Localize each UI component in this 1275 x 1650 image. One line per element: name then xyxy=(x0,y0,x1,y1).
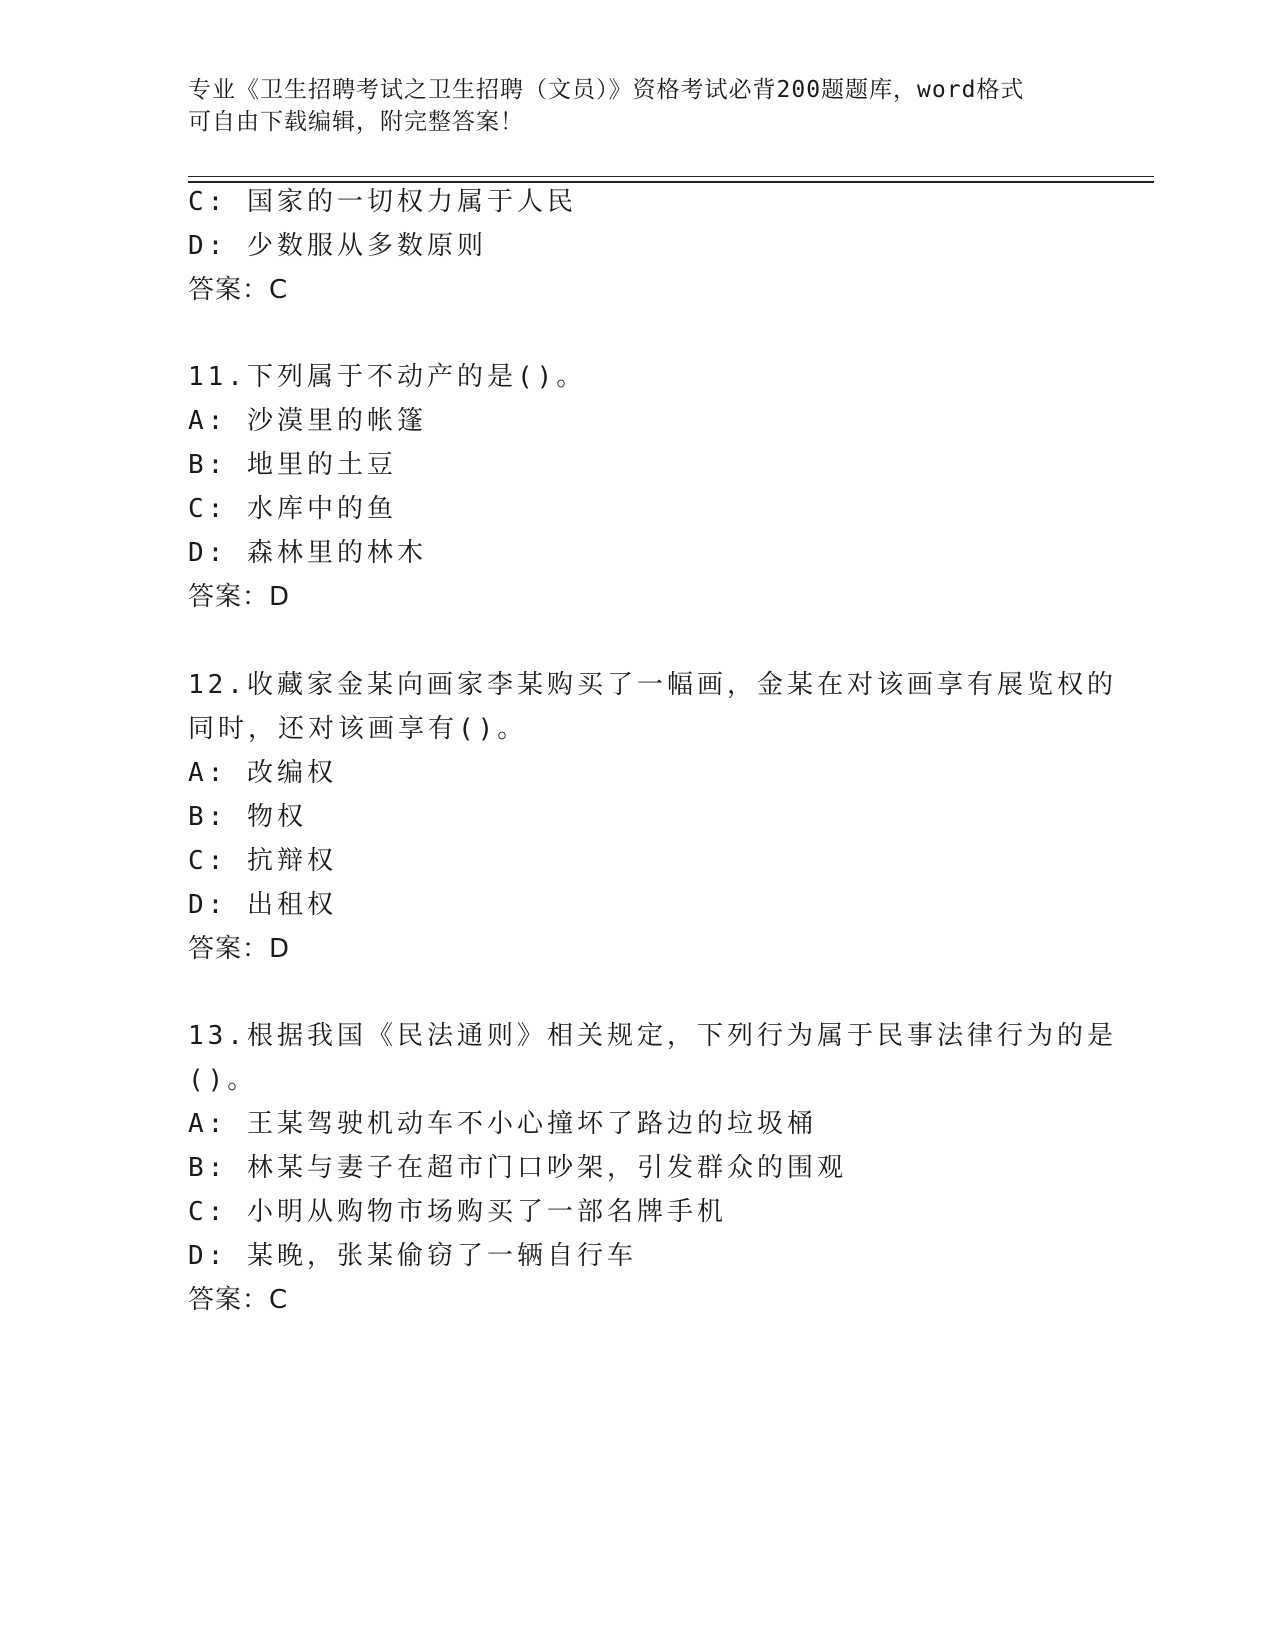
q13-option-c: C: 小明从购物市场购买了一部名牌手机 xyxy=(188,1197,727,1227)
q12-answer: 答案：D xyxy=(188,934,291,964)
q12-option-d: D: 出租权 xyxy=(188,890,337,920)
q12-stem-line-2: 同时，还对该画享有()。 xyxy=(188,714,528,744)
prev-option-d: D: 少数服从多数原则 xyxy=(188,231,487,261)
q11-answer: 答案：D xyxy=(188,582,291,612)
header-line-2: 可自由下载编辑，附完整答案！ xyxy=(188,109,524,135)
prev-answer: 答案：C xyxy=(188,275,289,305)
q13-stem-line-2: ()。 xyxy=(188,1065,258,1095)
q13-answer: 答案：C xyxy=(188,1285,289,1315)
header-line-1: 专业《卫生招聘考试之卫生招聘（文员）》资格考试必背200题题库，word格式 xyxy=(188,77,1025,103)
header-divider-top xyxy=(188,176,1154,177)
q12-option-a: A: 改编权 xyxy=(188,758,337,788)
q12-option-c: C: 抗辩权 xyxy=(188,846,337,876)
q11-option-c: C: 水库中的鱼 xyxy=(188,494,397,524)
prev-option-c: C: 国家的一切权力属于人民 xyxy=(188,187,577,217)
q12-stem-line-1: 12.收藏家金某向画家李某购买了一幅画，金某在对该画享有展览权的 xyxy=(188,670,1117,700)
document-header xyxy=(188,74,1068,138)
q12-option-b: B: 物权 xyxy=(188,802,307,832)
q13-option-b: B: 林某与妻子在超市门口吵架，引发群众的围观 xyxy=(188,1153,847,1183)
q13-option-d: D: 某晚，张某偷窃了一辆自行车 xyxy=(188,1241,637,1271)
q11-option-b: B: 地里的土豆 xyxy=(188,450,397,480)
q13-stem-line-1: 13.根据我国《民法通则》相关规定，下列行为属于民事法律行为的是 xyxy=(188,1021,1117,1051)
header-divider-bottom xyxy=(188,181,1154,183)
q11-option-a: A: 沙漠里的帐篷 xyxy=(188,406,427,436)
q11-option-d: D: 森林里的林木 xyxy=(188,538,427,568)
q13-option-a: A: 王某驾驶机动车不小心撞坏了路边的垃圾桶 xyxy=(188,1109,817,1139)
q11-stem: 11.下列属于不动产的是()。 xyxy=(188,362,587,392)
